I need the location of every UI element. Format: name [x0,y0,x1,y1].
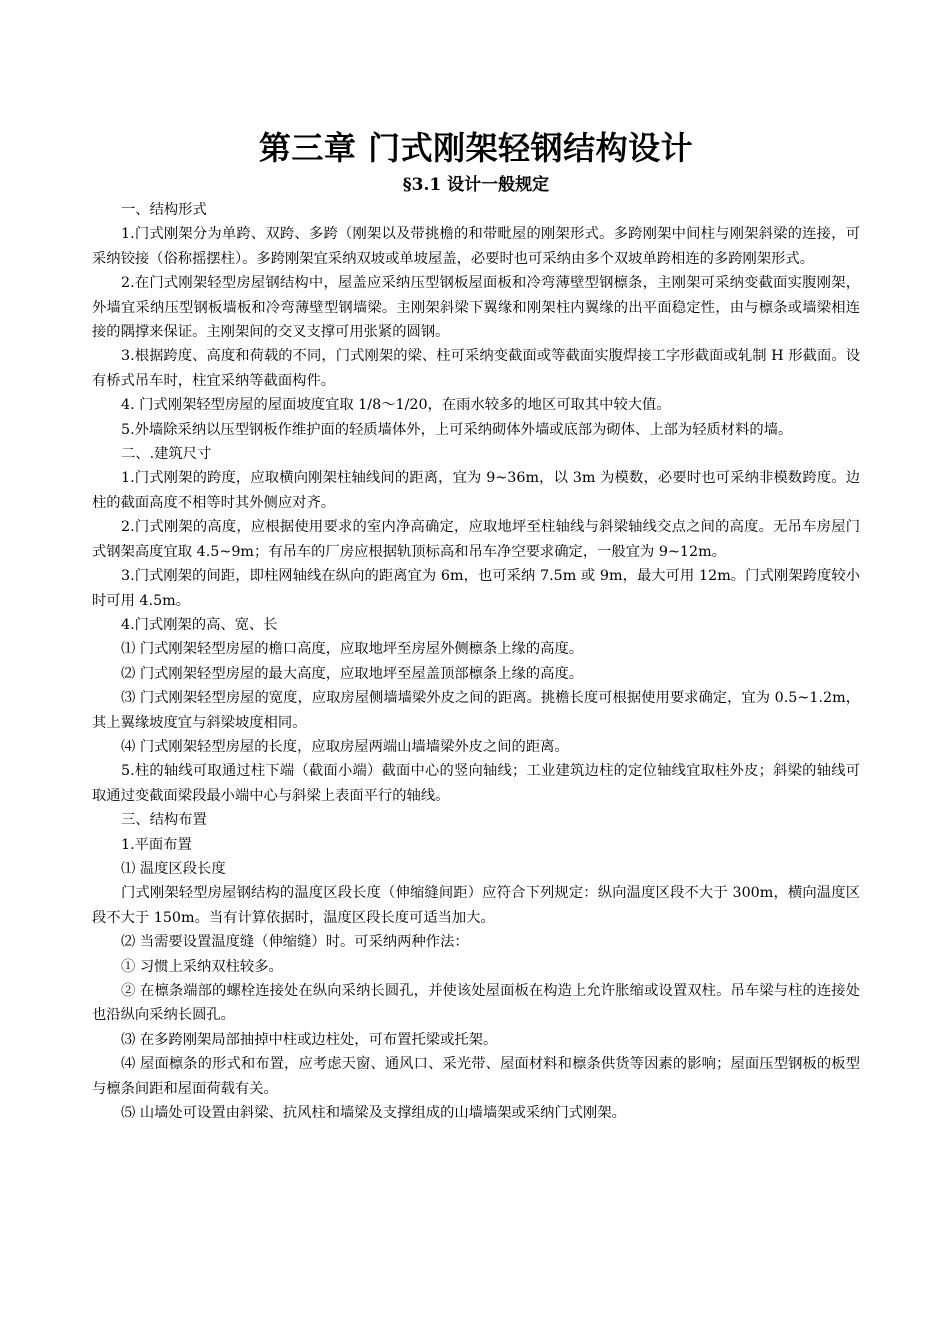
list-item: ⑷ 门式刚架轻型房屋的长度，应取房屋两端山墙墙梁外皮之间的距离。 [121,738,569,755]
paragraph: 1.平面布置 [121,836,192,853]
chapter-title: 第三章 门式刚架轻钢结构设计 [258,129,694,167]
list-item: ⑷ 屋面檩条的形式和布置，应考虑天窗、通风口、采光带、屋面材料和檩条供货等因素的影响；屋面压型钢板的板型与檩条间距和屋面荷载有关。 [92,1056,860,1097]
list-item: ⑶ 门式刚架轻型房屋的宽度，应取房屋侧墙墙梁外皮之间的距离。挑檐长度可根据使用要求确定，宜为 0.5~1.2m，其上翼缘坡度宜与斜梁坡度相同。 [92,690,860,731]
paragraph: 2.门式刚架的高度，应根据使用要求的室内净高确定，应取地坪至柱轴线与斜梁轴线交点之间的高度。无吊车房屋门式钢架高度宜取 4.5~9m；有吊车的厂房应根据轨顶标高和吊车净空要求确定，一般宜为 9~12m。 [92,519,860,560]
paragraph: 1.门式刚架分为单跨、双跨、多跨（刚架以及带挑檐的和带毗屋的刚架形式。多跨刚架中间柱与刚架斜梁的连接，可采纳铰接（俗称摇摆柱）。多跨刚架宜采纳双坡或单坡屋盖，必要时也可采纳由多个双坡单跨相连的多跨刚架形式。 [92,226,860,267]
paragraph: 3.门式刚架的间距，即柱网轴线在纵向的距离宜为 6m，也可采纳 7.5m 或 9m，最大可用 12m。门式刚架跨度较小时可用 4.5m。 [92,568,860,609]
list-item: ② 在檩条端部的螺栓连接处在纵向采纳长圆孔，并使该处屋面板在构造上允许胀缩或设置双柱。吊车梁与柱的连接处也沿纵向采纳长圆孔。 [92,983,860,1024]
list-item: ⑶ 在多跨刚架局部抽掉中柱或边柱处，可布置托梁或托架。 [121,1031,498,1048]
paragraph: 4. 门式刚架轻型房屋的屋面坡度宜取 1/8～1/20，在雨水较多的地区可取其中较大值。 [121,397,671,414]
section-title: §3.1 设计一般规定 [402,175,550,195]
paragraph: 2.在门式刚架轻型房屋钢结构中，屋盖应采纳压型钢板屋面板和冷弯薄壁型钢檩条，主刚架可采纳变截面实腹刚架，外墙宜采纳压型钢板墙板和冷弯薄壁型钢墙梁。主刚架斜梁下翼缘和刚架柱内翼缘的出平面稳定性，由与檩条或墙梁相连接的隅撑来保证。主刚架间的交叉支撑可用张紧的圆钢。 [92,275,860,341]
paragraph: 5.柱的轴线可取通过柱下端（截面小端）截面中心的竖向轴线；工业建筑边柱的定位轴线宜取柱外皮；斜梁的轴线可取通过变截面梁段最小端中心与斜梁上表面平行的轴线。 [92,763,860,804]
heading-building-dimensions: 二、.建筑尺寸 [121,446,212,463]
list-item: ⑴ 门式刚架轻型房屋的檐口高度，应取地坪至房屋外侧檩条上缘的高度。 [121,641,584,658]
paragraph: 1.门式刚架的跨度，应取横向刚架柱轴线间的距离，宜为 9~36m，以 3m 为模数，必要时也可采纳非模数跨度。边柱的截面高度不相等时其外侧应对齐。 [92,470,860,511]
heading-structure-form: 一、结构形式 [121,202,207,218]
paragraph: 4.门式刚架的高、宽、长 [121,616,278,633]
paragraph: 5.外墙除采纳以压型钢板作维护面的轻质墙体外，上可采纳砌体外墙或底部为砌体、上部为轻质材料的墙。 [121,421,793,438]
list-item: ⑵ 门式刚架轻型房屋的最大高度，应取地坪至屋盖顶部檩条上缘的高度。 [121,665,584,682]
list-item: ⑸ 山墙处可设置由斜梁、抗风柱和墙梁及支撑组成的山墙墙架或采纳门式刚架。 [121,1105,626,1122]
list-item: ① 习惯上采纳双柱较多。 [121,958,283,975]
list-item: ⑵ 当需要设置温度缝（伸缩缝）时。可采纳两种作法： [121,934,469,951]
paragraph: 门式刚架轻型房屋钢结构的温度区段长度（伸缩缝间距）应符合下列规定：纵向温度区段不大于 300m，横向温度区段不大于 150m。当有计算依据时，温度区段长度可适当加大。 [92,885,860,926]
list-item: ⑴ 温度区段长度 [121,860,226,877]
paragraph: 3.根据跨度、高度和荷载的不同，门式刚架的梁、柱可采纳变截面或等截面实腹焊接工字形截面或轧制 H 形截面。设有桥式吊车时，柱宜采纳等截面构件。 [92,348,860,389]
heading-structural-layout: 三、结构布置 [121,812,207,829]
